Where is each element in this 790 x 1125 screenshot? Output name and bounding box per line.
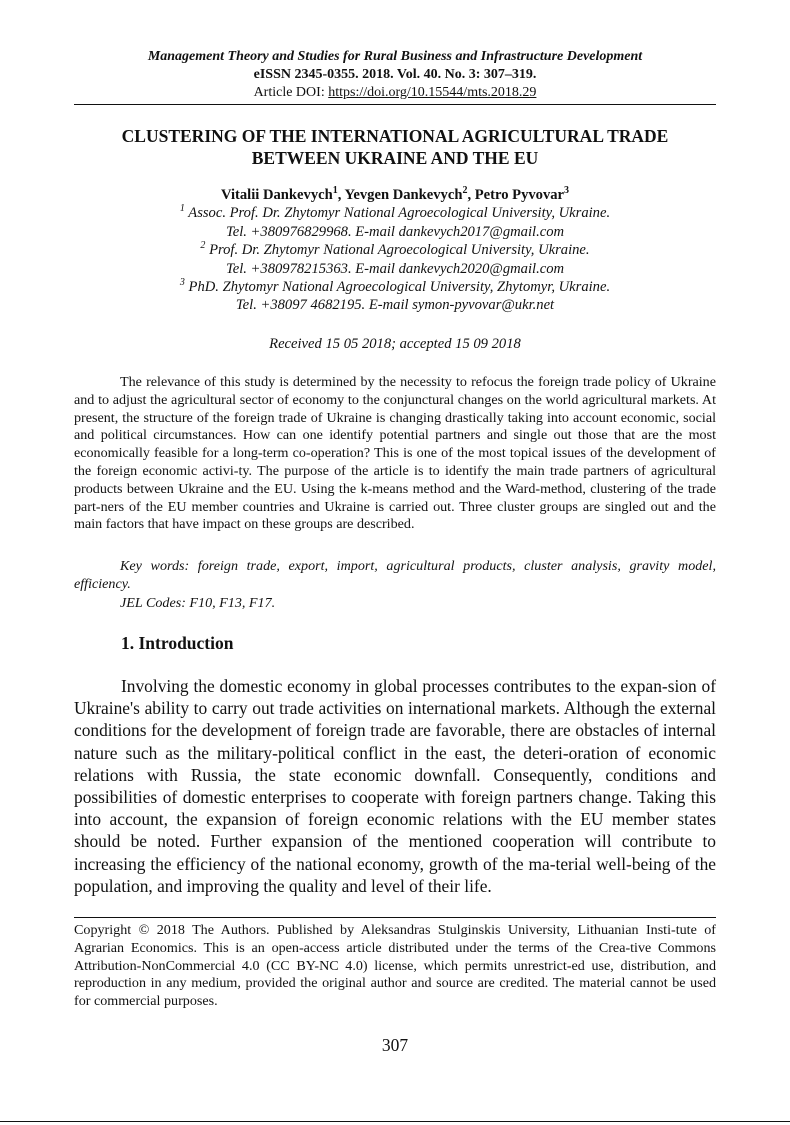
copyright-notice: Copyright © 2018 The Authors. Published by Aleksandras Stulginskis University, Lithuanian Insti-tute of Agrarian Economics. This is an open-access article distributed under the terms of the Crea-tive Commons Attribution-NonCommercial 4.0 (CC BY-NC 4.0) license, which permits unrestrict-ed use, distribution, and reproduction in any medium, provided the original author and source are credited. The material cannot be used for commercial purposes. [74,922,716,1010]
title-line-1: CLUSTERING OF THE INTERNATIONAL AGRICULTURAL TRADE [121,126,669,146]
intro-paragraph: Involving the domestic economy in global processes contributes to the expan-sion of Ukraine's ability to carry out trade activities on international markets. Although the external conditions for the development of foreign trade are favorable, there are obstacles of internal nature such as the military-political conflict in the east, the deteri-oration of economic relations with Russia, the state economic downfall. Consequently, conditions and possibilities of domestic enterprises to cooperate with foreign partners change. Taking this into account, the expansion of foreign economic relations with the EU member states should be noted. Further expansion of the mentioned cooperation will contribute to increasing the efficiency of the national economy, growth of the ma-terial well-being of the population, and improving the quality and level of their life. [74,676,716,896]
author-names [74,186,716,204]
keywords: Key words: foreign trade, export, import, agricultural products, cluster analysis, gravity model, efficiency. [74,558,716,592]
title-line-2: BETWEEN UKRAINE AND THE EU [251,148,539,168]
page-number: 307 [381,1035,409,1055]
issn-line: eISSN 2345-0355. 2018. Vol. 40. No. 3: 307–319. [253,67,537,82]
author-2: Yevgen Dankevych [344,187,463,203]
affiliation-3-contact: Tel. +38097 4682195. E-mail symon-pyvovar@ukr.net [235,297,555,314]
footnote-divider [74,917,716,918]
abstract [74,374,716,534]
affiliation-3-sup: 3 [179,277,185,289]
author-3-sup: 3 [564,185,570,197]
doi-line [74,84,716,102]
author-3: Petro Pyvovar [474,187,565,203]
author-2-sup: 2 [462,185,468,197]
journal-name: Management Theory and Studies for Rural Business and Infrastructure Development [147,49,643,64]
received-dates: Received 15 05 2018; accepted 15 09 2018 [269,336,521,352]
section-heading: 1. Introduction [121,633,234,653]
affiliation-2-contact: Tel. +380978215363. E-mail dankevych2020@gmail.com [225,260,565,277]
affiliation-1-sup: 1 [179,203,185,215]
author-1: Vitalii Dankevych [220,187,333,203]
doi-link[interactable]: https://doi.org/10.15544/mts.2018.29 [328,85,537,100]
authors-block [74,186,716,315]
jel-codes: JEL Codes: F10, F13, F17. [120,595,276,611]
abstract-text: The relevance of this study is determined by the necessity to refocus the foreign trade policy of Ukraine and to adjust the agricultural sector of economy to the conjunctural changes on the world agricultural markets. At present, the structure of the foreign trade of Ukraine is changing drastically taking into account economic, social and political circumstances. How can one identify potential partners and single out those that are the most economically feasible for a long-term co-operation? This is one of the most topical issues of the development of the foreign economic activi-ty. The purpose of the article is to identify the main trade partners of agricultural products between Ukraine and the EU. Using the k-means method and the Ward-method, clustering of the trade part-ners of the EU member countries and Ukraine is carried out. Three cluster groups are singled out and the main factors that have impact on these groups are described. [74,374,716,533]
affiliation-3-line-1: PhD. Zhytomyr National Agroecological University, Zhytomyr, Ukraine. [184,279,611,296]
affiliation-1-line-1: Assoc. Prof. Dr. Zhytomyr National Agroecological University, Ukraine. [184,205,611,222]
affiliation-2-line-1: Prof. Dr. Zhytomyr National Agroecological University, Ukraine. [205,242,590,259]
article-title [74,125,716,169]
affiliation-1-contact: Tel. +380976829968. E-mail dankevych2017@gmail.com [225,223,565,240]
author-1-sup: 1 [332,185,338,197]
page-bottom-edge [0,1121,790,1122]
affiliation-1 [74,204,716,222]
affiliation-2-sup: 2 [200,240,206,252]
journal-header [74,48,716,102]
affiliation-3 [74,278,716,296]
author-sep-2: , [467,187,475,203]
affiliation-2 [74,241,716,259]
author-sep-1: , [337,187,345,203]
header-divider [74,104,716,105]
doi-label: Article DOI: [253,85,329,100]
